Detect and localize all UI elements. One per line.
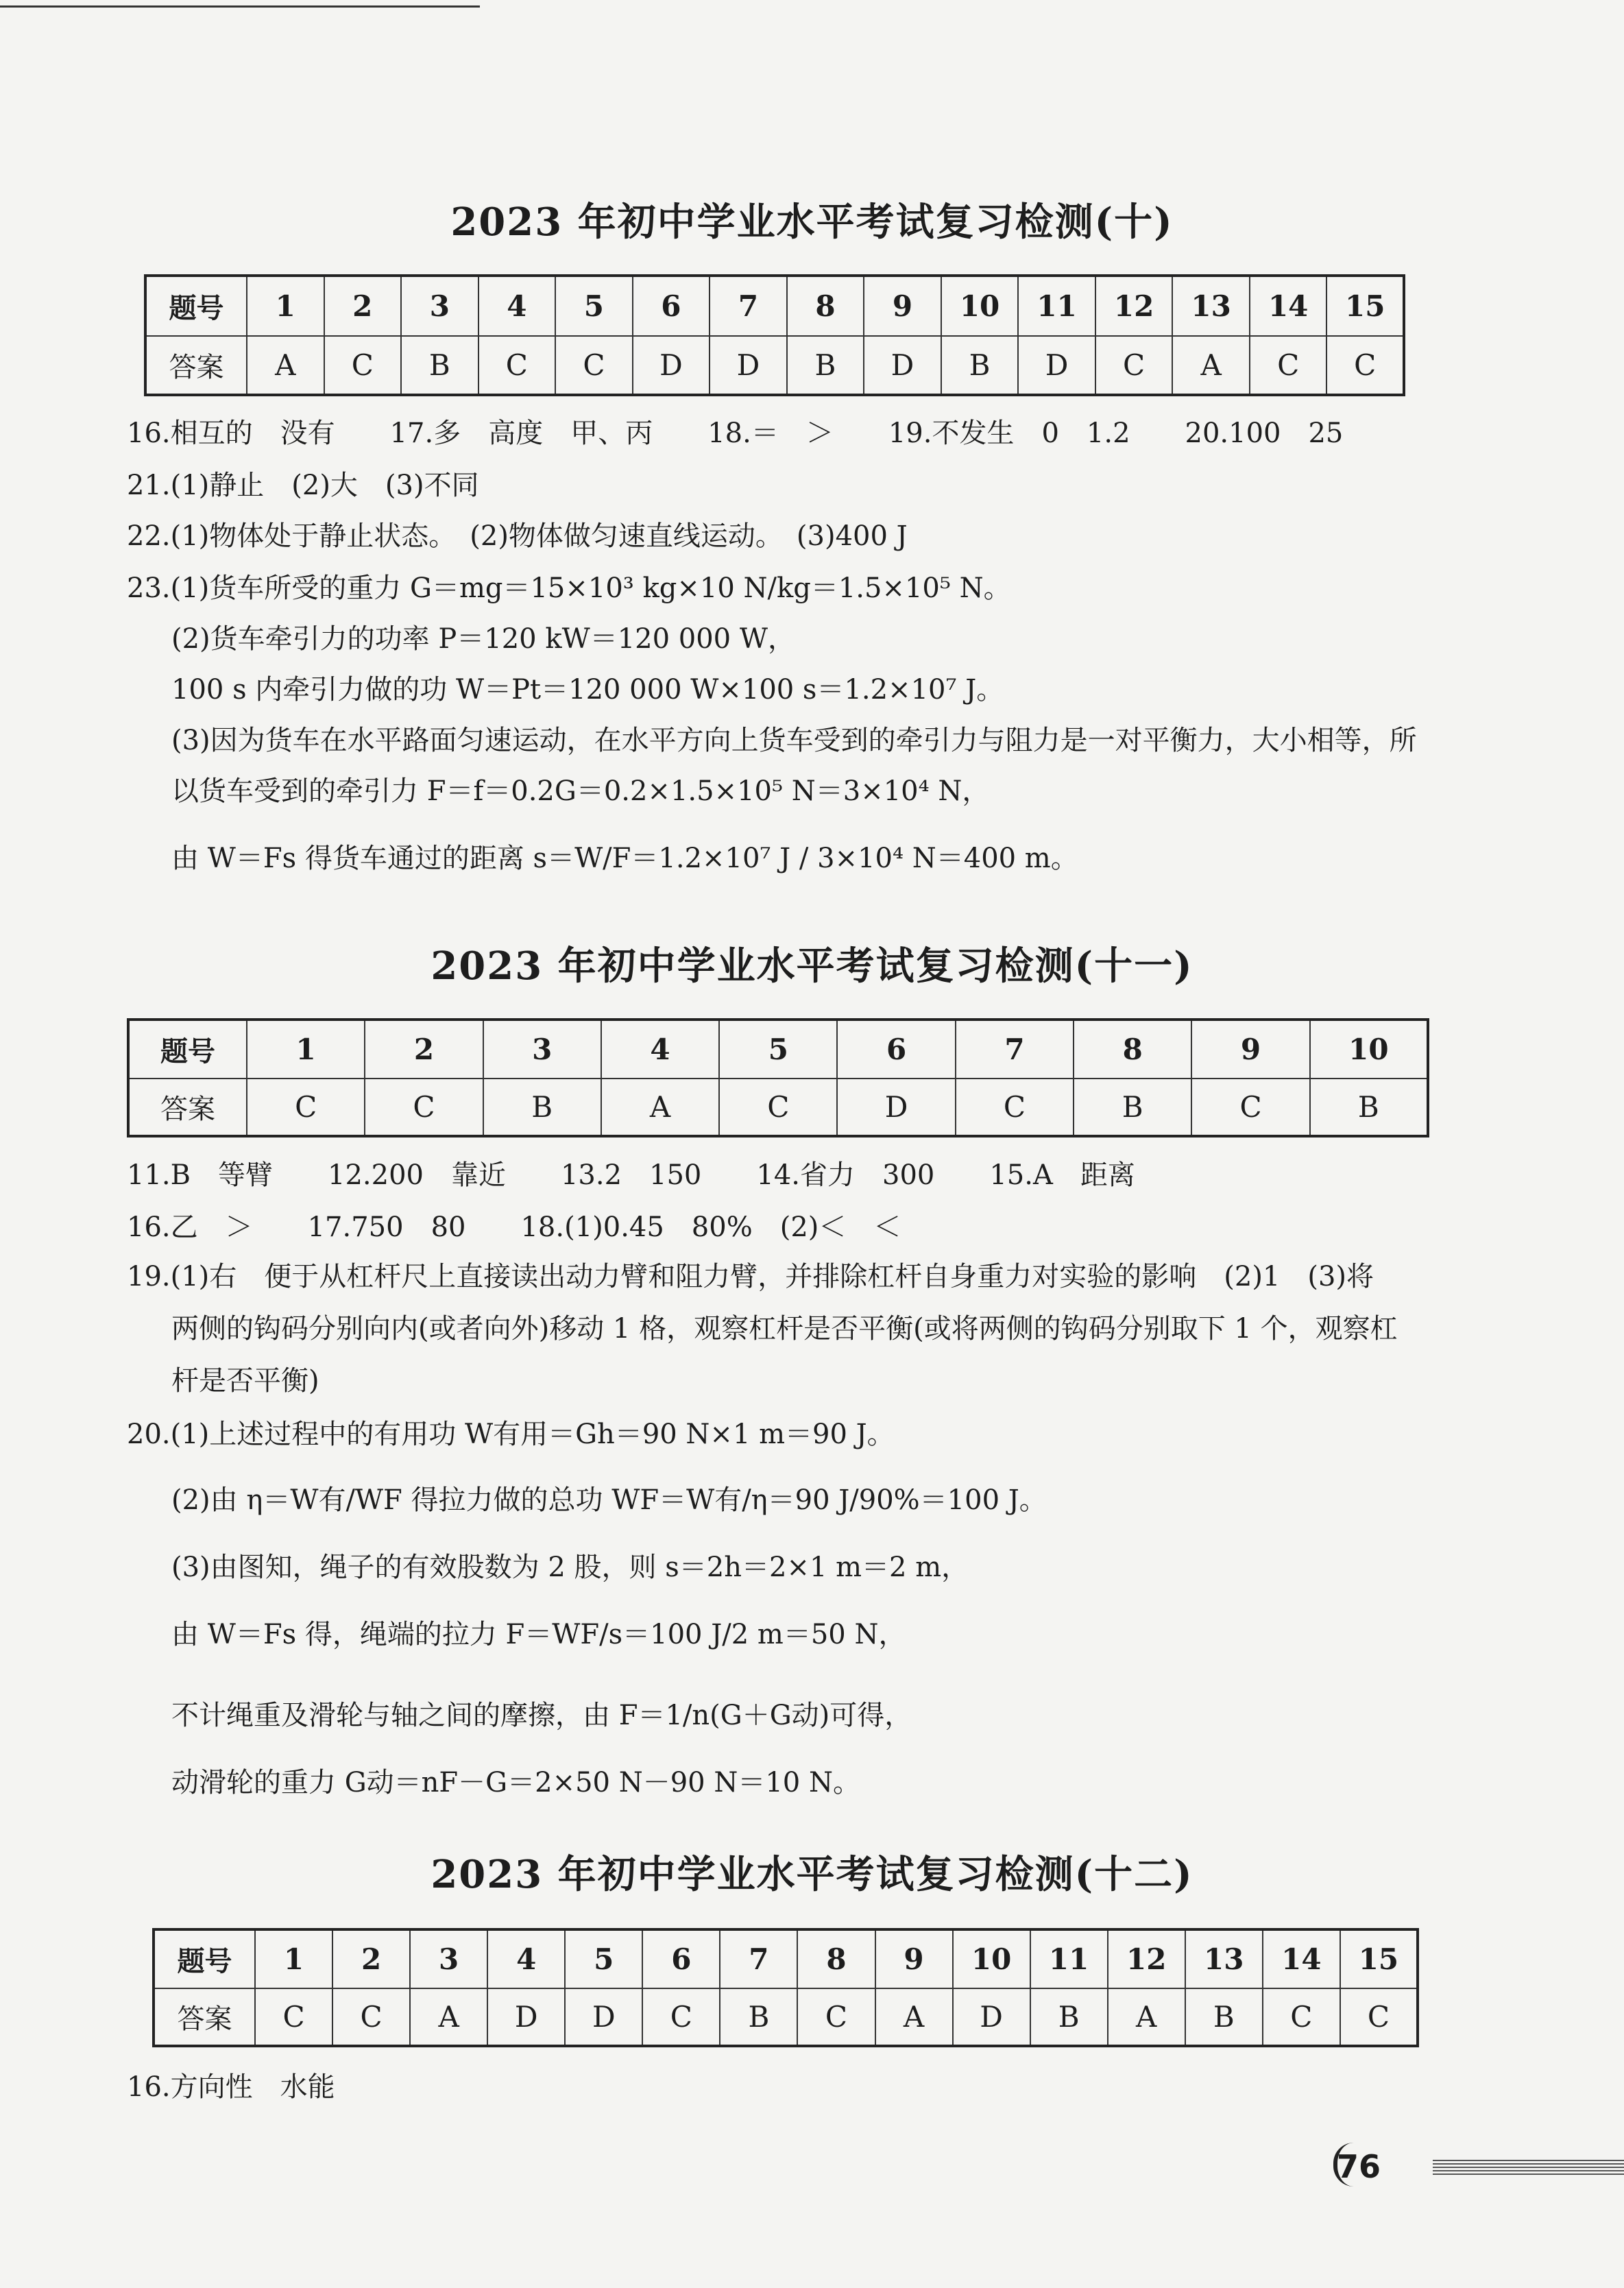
answer-line: 由 W＝Fs 得，绳端的拉力 F＝WF/s＝100 J/2 m＝50 N， [171,1619,906,1650]
answer-cell: D [565,1988,642,2046]
answer-cell: D [953,1988,1030,2046]
question-number-cell: 9 [875,1929,953,1988]
question-number-cell: 15 [1340,1929,1418,1988]
question-number-cell: 1 [247,1020,365,1079]
answer-line: (2)由 η＝W有/WF 得拉力做的总功 WF＝W有/η＝90 J/90%＝100 J。 [171,1484,1047,1516]
answer-cell: D [864,336,941,395]
answer-cell: D [487,1988,565,2046]
question-number-cell: 7 [710,276,787,336]
answer-line: (3)因为货车在水平路面匀速运动，在水平方向上货车受到的牵引力与阻力是一对平衡力，大小相等，所 [171,725,1417,756]
answer-cell: C [642,1988,720,2046]
answer-cell: D [837,1079,955,1136]
table-header-label: 题号 [145,276,247,336]
answer-cell: C [1250,336,1327,395]
question-number-cell: 5 [565,1929,642,1988]
answer-line: 不计绳重及滑轮与轴之间的摩擦，由 F＝1/n(G＋G动)可得， [171,1700,912,1731]
answer-line: (2)货车牵引力的功率 P＝120 kW＝120 000 W， [171,623,795,655]
answer-cell: C [555,336,633,395]
answer-line: 11.B 等臂 12.200 靠近 13.2 150 14.省力 300 15.A 距离 [127,1159,1135,1191]
question-number-cell: 14 [1250,276,1327,336]
table-answer-label: 答案 [154,1988,255,2046]
question-number-cell: 4 [487,1929,565,1988]
answer-cell: B [1185,1988,1263,2046]
answer-cell: C [1326,336,1404,395]
question-number-cell: 3 [401,276,478,336]
answer-line: 22.(1)物体处于静止状态。 (2)物体做匀速直线运动。 (3)400 J [127,520,908,552]
answer-cell: B [1030,1988,1108,2046]
table-header-label: 题号 [154,1929,255,1988]
question-number-cell: 7 [720,1929,797,1988]
question-number-cell: 11 [1030,1929,1108,1988]
question-number-cell: 2 [332,1929,410,1988]
answer-table-11 [127,1018,1429,1137]
question-number-cell: 8 [1074,1020,1191,1079]
answer-line: 16.乙 ＞ 17.750 80 18.(1)0.45 80% (2)＜ ＜ [127,1212,901,1243]
answer-cell: A [247,336,324,395]
answer-cell: A [410,1988,487,2046]
answer-cell: B [720,1988,797,2046]
answer-table-12 [152,1928,1419,2047]
answer-cell: C [719,1079,837,1136]
question-number-cell: 5 [555,276,633,336]
answer-cell: D [1018,336,1095,395]
answer-cell: C [324,336,402,395]
page-decoration-lines [1433,2160,1624,2176]
question-number-cell: 6 [642,1929,720,1988]
question-number-cell: 11 [1018,276,1095,336]
answer-cell: C [1191,1079,1309,1136]
question-number-cell: 3 [483,1020,601,1079]
question-number-cell: 10 [941,276,1019,336]
question-number-cell: 12 [1108,1929,1185,1988]
answer-cell: B [1074,1079,1191,1136]
question-number-cell: 8 [797,1929,875,1988]
question-number-cell: 5 [719,1020,837,1079]
answer-line: 两侧的钩码分别向内(或者向外)移动 1 格，观察杠杆是否平衡(或将两侧的钩码分别取下 1 个，观察杠 [171,1313,1398,1345]
answer-cell: A [875,1988,953,2046]
answer-line: 19.(1)右 便于从杠杆尺上直接读出动力臂和阻力臂，并排除杠杆自身重力对实验的影响 (2)1 (3)将 [127,1261,1374,1292]
answer-line: 100 s 内牵引力做的功 W＝Pt＝120 000 W×100 s＝1.2×10⁷ J。 [171,674,1004,706]
question-number-cell: 2 [324,276,402,336]
question-number-cell: 4 [478,276,556,336]
answer-cell: C [1340,1988,1418,2046]
question-number-cell: 14 [1263,1929,1340,1988]
top-rule [0,5,480,8]
answer-line: 以货车受到的牵引力 F＝f＝0.2G＝0.2×1.5×10⁵ N＝3×10⁴ N， [171,775,990,807]
answer-cell: B [787,336,864,395]
question-number-cell: 10 [953,1929,1030,1988]
question-number-cell: 9 [864,276,941,336]
answer-cell: A [601,1079,719,1136]
question-number-cell: 6 [837,1020,955,1079]
answer-cell: B [1310,1079,1428,1136]
answer-line: 由 W＝Fs 得货车通过的距离 s＝W/F＝1.2×10⁷ J / 3×10⁴ N＝400 m。 [171,843,1078,874]
question-number-cell: 1 [255,1929,332,1988]
answer-line: 16.方向性 水能 [127,2071,335,2103]
table-header-label: 题号 [128,1020,247,1079]
answer-cell: C [365,1079,483,1136]
section-title-12: 2023 年初中学业水平考试复习检测(十二) [431,1852,1193,1897]
question-number-cell: 3 [410,1929,487,1988]
question-number-cell: 13 [1185,1929,1263,1988]
answer-line: 动滑轮的重力 G动＝nF－G＝2×50 N－90 N＝10 N。 [171,1767,860,1798]
question-number-cell: 9 [1191,1020,1309,1079]
question-number-cell: 8 [787,276,864,336]
question-number-cell: 15 [1326,276,1404,336]
answer-cell: D [633,336,710,395]
answer-cell: C [247,1079,365,1136]
answer-cell: D [710,336,787,395]
answer-line: (3)由图知，绳子的有效股数为 2 股，则 s＝2h＝2×1 m＝2 m， [171,1552,969,1583]
table-answer-label: 答案 [145,336,247,395]
answer-cell: C [1095,336,1173,395]
answer-cell: A [1108,1988,1185,2046]
question-number-cell: 7 [956,1020,1074,1079]
answer-line: 20.(1)上述过程中的有用功 W有用＝Gh＝90 N×1 m＝90 J。 [127,1419,895,1450]
answer-cell: C [1263,1988,1340,2046]
answer-cell: A [1172,336,1250,395]
answer-cell: C [478,336,556,395]
section-title-10: 2023 年初中学业水平考试复习检测(十) [450,200,1174,245]
answer-cell: C [255,1988,332,2046]
question-number-cell: 12 [1095,276,1173,336]
answer-cell: C [332,1988,410,2046]
question-number-cell: 6 [633,276,710,336]
answer-cell: B [941,336,1019,395]
question-number-cell: 10 [1310,1020,1428,1079]
question-number-cell: 1 [247,276,324,336]
table-answer-label: 答案 [128,1079,247,1136]
answer-line: 16.相互的 没有 17.多 高度 甲、丙 18.＝ ＞ 19.不发生 0 1.2 20.100 25 [127,418,1344,449]
answer-cell: C [797,1988,875,2046]
question-number-cell: 13 [1172,276,1250,336]
answer-cell: B [401,336,478,395]
answer-line: 23.(1)货车所受的重力 G＝mg＝15×10³ kg×10 N/kg＝1.5×10⁵ N。 [127,573,1011,604]
answer-line: 21.(1)静止 (2)大 (3)不同 [127,470,479,501]
answer-cell: B [483,1079,601,1136]
section-title-11: 2023 年初中学业水平考试复习检测(十一) [431,943,1193,989]
page-number: 76 [1337,2148,1381,2185]
answer-table-10 [144,274,1405,396]
question-number-cell: 4 [601,1020,719,1079]
answer-line: 杆是否平衡) [171,1365,319,1397]
question-number-cell: 2 [365,1020,483,1079]
answer-cell: C [956,1079,1074,1136]
